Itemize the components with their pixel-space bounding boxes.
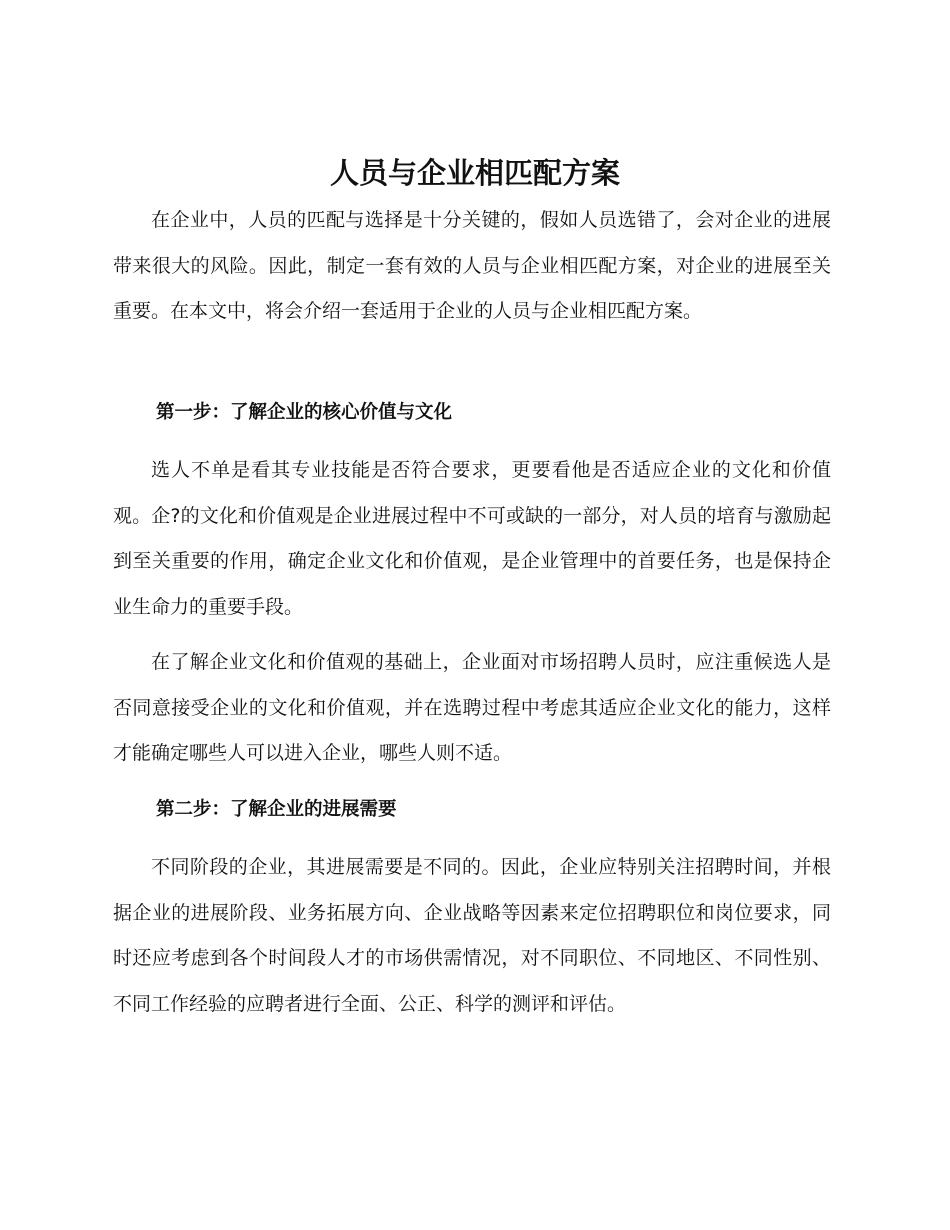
- section-heading-2: 第二步：了解企业的进展需要: [156, 799, 397, 820]
- section-1-paragraph-1: 选人不单是看其专业技能是否符合要求，更要看他是否适应企业的文化和价值观。企?的文化和价值观是企业进展过程中不可或缺的一部分，对人员的培育与激励起到至关重要的作用，确定企业文化和价值观，是企业管理中的首要任务，也是保持企业生命力的重要手段。: [113, 459, 831, 618]
- section-1-paragraph-2: 在了解企业文化和价值观的基础上，企业面对市场招聘人员时，应注重候选人是否同意接受企业的文化和价值观，并在选聘过程中考虑其适应企业文化的能力，这样才能确定哪些人可以进入企业，哪些人则不适。: [113, 651, 831, 764]
- document-title: 人员与企业相匹配方案: [329, 156, 620, 190]
- intro-paragraph: 在企业中，人员的匹配与选择是十分关键的，假如人员选错了，会对企业的进展带来很大的风险。因此，制定一套有效的人员与企业相匹配方案，对企业的进展至关重要。在本文中，将会介绍一套适用于企业的人员与企业相匹配方案。: [113, 209, 831, 322]
- section-2-paragraph-1: 不同阶段的企业，其进展需要是不同的。因此，企业应特别关注招聘时间，并根据企业的进展阶段、业务拓展方向、企业战略等因素来定位招聘职位和岗位要求，同时还应考虑到各个时间段人才的市场供需情况，对不同职位、不同地区、不同性别、不同工作经验的应聘者进行全面、公正、科学的测评和评估。: [113, 856, 831, 1015]
- section-heading-1: 第一步：了解企业的核心价值与文化: [156, 402, 453, 423]
